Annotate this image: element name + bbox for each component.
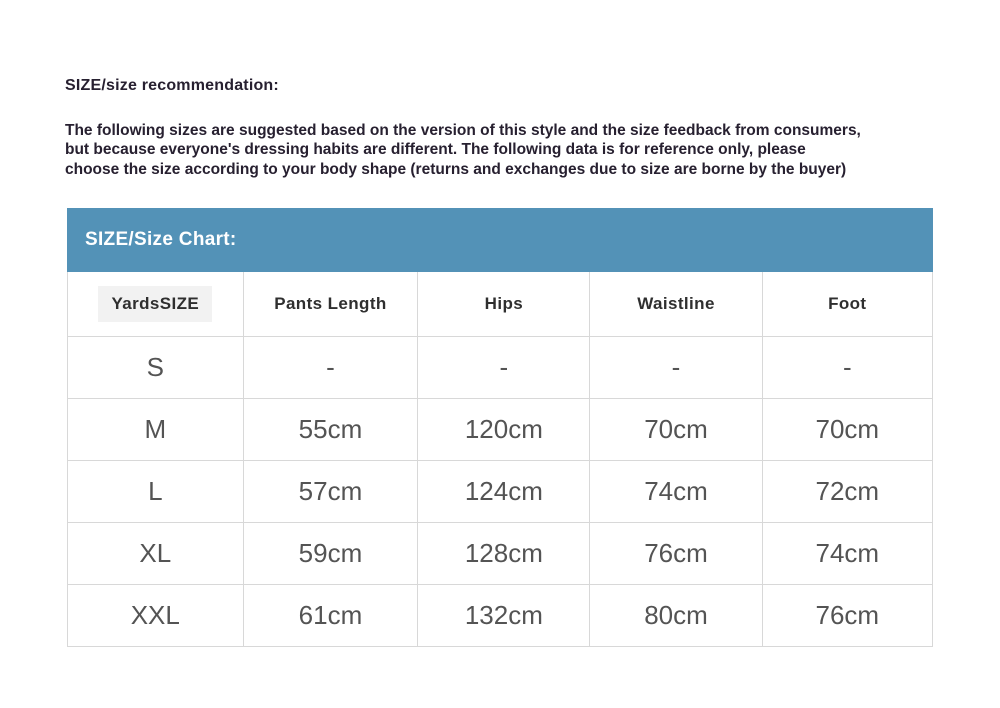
intro-line: but because everyone's dressing habits are different. The following data is for reference only, please: [65, 141, 806, 159]
value-cell: -: [243, 337, 418, 399]
value-cell: -: [590, 337, 762, 399]
value-cell: 74cm: [590, 461, 762, 523]
value-cell: 59cm: [243, 523, 418, 585]
table-row-s: [68, 337, 933, 399]
value-cell: 76cm: [762, 585, 932, 647]
size-table: [67, 272, 933, 647]
value-cell: 120cm: [418, 399, 590, 461]
table-row-l: [68, 461, 933, 523]
size-cell: XL: [68, 523, 244, 585]
header-cell-foot: Foot: [762, 272, 932, 337]
value-cell: 57cm: [243, 461, 418, 523]
header-cell-pants-length: Pants Length: [243, 272, 418, 337]
size-cell: M: [68, 399, 244, 461]
value-cell: 128cm: [418, 523, 590, 585]
value-cell: 76cm: [590, 523, 762, 585]
value-cell: 61cm: [243, 585, 418, 647]
intro-paragraph: [65, 121, 861, 179]
intro-line: choose the size according to your body shape (returns and exchanges due to size are borne by the buyer): [65, 160, 847, 178]
value-cell: 72cm: [762, 461, 932, 523]
table-row-m: [68, 399, 933, 461]
page-title: SIZE/size recommendation:: [65, 77, 279, 94]
value-cell: 74cm: [762, 523, 932, 585]
size-chart-title: SIZE/Size Chart:: [85, 229, 237, 250]
value-cell: 80cm: [590, 585, 762, 647]
value-cell: -: [418, 337, 590, 399]
value-cell: 70cm: [590, 399, 762, 461]
value-cell: 70cm: [762, 399, 932, 461]
size-cell: XXL: [68, 585, 244, 647]
value-cell: 55cm: [243, 399, 418, 461]
header-cell-size-label: YardsSIZE: [98, 286, 212, 322]
table-row-xl: [68, 523, 933, 585]
header-cell-waistline: Waistline: [590, 272, 762, 337]
value-cell: -: [762, 337, 932, 399]
table-header-row: [68, 272, 933, 337]
size-chart-section: [67, 208, 933, 647]
value-cell: 132cm: [418, 585, 590, 647]
size-cell: L: [68, 461, 244, 523]
header-cell-hips: Hips: [418, 272, 590, 337]
header-cell-size: [68, 272, 244, 337]
intro-line: The following sizes are suggested based on the version of this style and the size feedback from consumers,: [65, 122, 861, 139]
size-cell: S: [68, 337, 244, 399]
size-chart-title-bar: [67, 208, 933, 272]
table-row-xxl: [68, 585, 933, 647]
value-cell: 124cm: [418, 461, 590, 523]
